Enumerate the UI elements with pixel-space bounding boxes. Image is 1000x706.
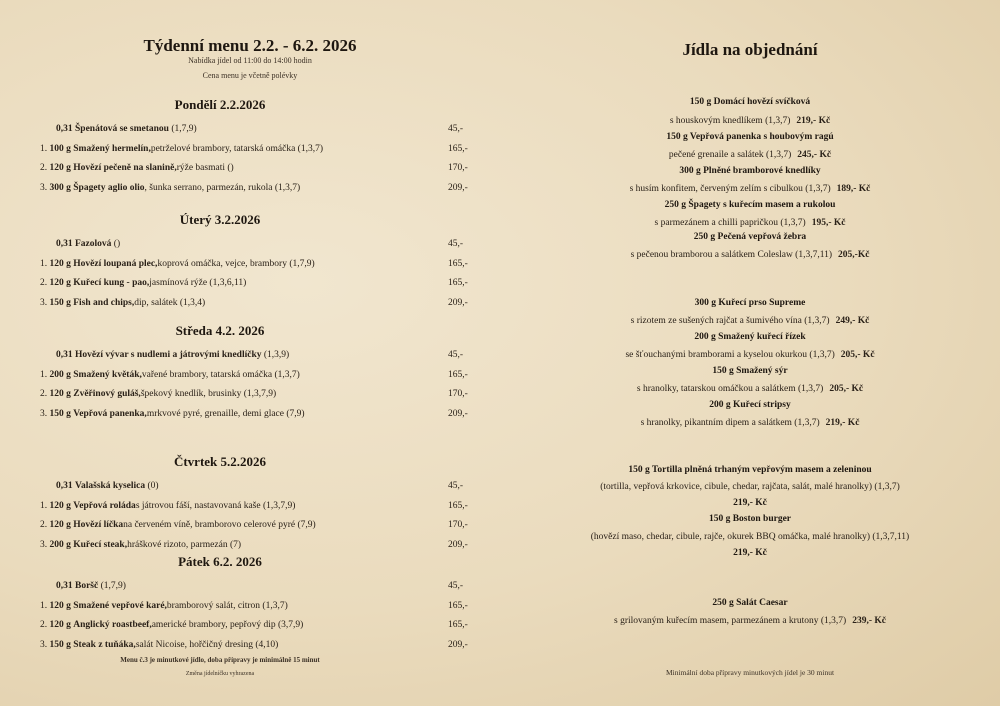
- order-item-title: [500, 298, 1000, 308]
- item-quantity: 200 g: [49, 369, 71, 380]
- item-number: 2.: [40, 389, 48, 399]
- order-item-title: [500, 498, 1000, 508]
- menu-item-row: [40, 640, 278, 650]
- item-number: 3.: [40, 408, 48, 419]
- order-line-text: pečené grenaile a salátek (1,3,7): [668, 150, 792, 160]
- item-name: Zvěřinový guláš,: [73, 389, 141, 399]
- order-item-title: [500, 366, 1000, 376]
- item-price: 209,-: [448, 182, 468, 193]
- item-allergens: (1,7,9): [171, 124, 197, 134]
- order-item-price: 189,- Kč: [836, 184, 871, 194]
- item-allergens: (1,3,4): [179, 297, 206, 308]
- order-item-title: [500, 232, 1000, 242]
- order-menu-page: [500, 0, 1000, 706]
- menu-item-row: [40, 520, 316, 530]
- order-line-text: 300 g Plněné bramborové knedlíky: [679, 166, 821, 176]
- order-line-text: 150 g Smažený sýr: [712, 366, 788, 376]
- item-number: 1.: [40, 369, 48, 380]
- order-line-text: s hranolky, pikantním dipem a salátkem (1,3,7): [640, 418, 820, 428]
- order-item-title: [500, 548, 1000, 558]
- item-allergens: (1,3,7): [274, 182, 301, 193]
- order-line-text: s rizotem ze sušených rajčat a šumivého vína (1,3,7): [630, 316, 830, 326]
- item-price: 170,-: [448, 520, 468, 530]
- item-name: Fish and chips,: [73, 297, 135, 308]
- item-description: špekový knedlík, brusinky: [140, 389, 242, 399]
- item-number: 3.: [40, 297, 48, 308]
- item-price: 45,-: [448, 124, 464, 134]
- order-line-text: 200 g Smažený kuřecí řízek: [694, 332, 806, 342]
- item-name: Smažené vepřové karé,: [73, 600, 167, 611]
- order-line-text: s husím konfitem, červeným zelím s cibulkou (1,3,7): [629, 184, 831, 194]
- order-item-price: 205,- Kč: [829, 384, 864, 394]
- item-name: Steak z tuňáka,: [73, 639, 136, 650]
- item-description: hráškové rizoto, parmezán: [127, 539, 228, 550]
- order-item-description: [500, 116, 1000, 126]
- item-quantity: 150 g: [49, 639, 71, 650]
- soup-row: [56, 481, 159, 491]
- item-name: Hovězí líčka: [73, 520, 124, 530]
- item-quantity: 0,31: [56, 581, 73, 591]
- item-number: 2.: [40, 620, 48, 630]
- order-line-text: 150 g Vepřová panenka s houbovým ragú: [666, 132, 834, 142]
- order-line-text: s grilovaným kuřecím masem, parmezánem a krutony (1,3,7): [614, 616, 847, 626]
- order-item-description: [500, 384, 1000, 394]
- soup-row: [56, 124, 197, 134]
- order-item-description: [500, 532, 1000, 542]
- item-description: mrkvové pyré, grenaille, demi glace: [146, 408, 284, 419]
- menu-item-row: [40, 370, 300, 380]
- menu-item-row: [40, 501, 295, 511]
- item-allergens: (): [227, 163, 234, 173]
- item-price: 165,-: [448, 278, 468, 288]
- menu-item-row: [40, 278, 246, 288]
- item-price: 209,-: [448, 408, 468, 419]
- weekly-title: Týdenní menu 2.2. - 6.2. 2026: [143, 36, 357, 55]
- order-item-description: [500, 150, 1000, 160]
- order-item-description: [500, 218, 1000, 228]
- soup-row: [56, 239, 120, 249]
- item-price: 165,-: [448, 620, 468, 630]
- item-price: 45,-: [448, 481, 464, 491]
- item-description: salát Nicoise, hořčičný dresing: [135, 639, 253, 650]
- order-line-text: (tortilla, vepřová krkovice, cibule, chedar, rajčata, salát, malé hranolky) (1,3,7): [600, 482, 900, 492]
- item-quantity: 0,31: [56, 239, 73, 249]
- soup-row: [56, 350, 289, 360]
- item-quantity: 120 g: [49, 600, 71, 611]
- item-description: dip, salátek: [134, 297, 178, 308]
- item-quantity: 0,31: [56, 350, 73, 360]
- item-description: americké brambory, pepřový dip: [151, 620, 276, 630]
- order-item-title: [500, 598, 1000, 608]
- order-item-title: [500, 132, 1000, 142]
- item-allergens: (1,3,7,9): [262, 500, 296, 511]
- item-number: 2.: [40, 163, 48, 173]
- item-name: Vepřová panenka,: [73, 408, 147, 419]
- item-allergens: (1,3,7,9): [243, 389, 277, 399]
- day-heading: Úterý 3.2.2026: [179, 212, 261, 227]
- item-quantity: 120 g: [49, 389, 71, 399]
- item-description: bramborový salát, citron: [166, 600, 261, 611]
- item-name: Boršč: [75, 581, 99, 591]
- order-line-text: 150 g Domácí hovězí svíčková: [689, 97, 811, 107]
- order-item-title: [500, 97, 1000, 107]
- item-name: Špagety aglio olio: [73, 182, 145, 193]
- item-allergens: (7): [229, 539, 242, 550]
- item-name: Hovězí pečeně na slanině,: [73, 163, 177, 173]
- day-heading: Pátek 6.2. 2026: [178, 554, 262, 569]
- order-line-text: 200 g Kuřecí stripsy: [709, 400, 791, 410]
- order-line-text: 219,- Kč: [733, 498, 767, 508]
- item-quantity: 150 g: [49, 408, 71, 419]
- item-name: Smažený hermelín,: [73, 143, 151, 154]
- menu-item-row: [40, 409, 305, 419]
- item-allergens: (1,3,7): [297, 143, 323, 154]
- item-price: 165,-: [448, 369, 468, 380]
- item-number: 1.: [40, 143, 48, 154]
- item-allergens: (7,9): [297, 520, 316, 530]
- item-allergens: (1,3,7): [262, 600, 288, 611]
- order-item-title: [500, 514, 1000, 524]
- order-line-text: 250 g Špagety s kuřecím masem a rukolou: [664, 200, 836, 210]
- item-number: 1.: [40, 500, 48, 511]
- item-price: 165,-: [448, 143, 468, 154]
- order-item-price: 205,-Kč: [838, 250, 870, 260]
- hours-note: Nabídka jídel od 11:00 do 14:00 hodin: [188, 56, 312, 65]
- orders-title: Jídla na objednání: [682, 40, 818, 59]
- item-name: Špenátová se smetanou: [75, 124, 169, 134]
- item-price: 209,-: [448, 539, 468, 550]
- item-price: 165,-: [448, 258, 468, 269]
- orders-footer-note: Minimální doba přípravy minutkových jídel je 30 minut: [665, 668, 835, 677]
- item-price: 170,-: [448, 163, 468, 173]
- order-item-title: [500, 465, 1000, 475]
- order-item-price: 245,- Kč: [797, 150, 832, 160]
- item-price: 170,-: [448, 389, 468, 399]
- menu-item-row: [40, 601, 288, 611]
- item-description: s játrovou fáší, nastavovaná kaše: [135, 500, 261, 511]
- menu-item-row: [40, 620, 303, 630]
- item-description: , šunka serrano, parmezán, rukola: [144, 182, 273, 193]
- item-name: Vepřová roláda: [73, 500, 136, 511]
- order-line-text: s hranolky, tatarskou omáčkou a salátkem (1,3,7): [636, 384, 824, 394]
- order-line-text: 250 g Salát Caesar: [712, 598, 788, 608]
- item-name: Kuřecí steak,: [73, 539, 128, 550]
- order-item-price: 239,- Kč: [852, 616, 886, 626]
- item-allergens: (1,3,7): [274, 369, 300, 380]
- order-item-description: [500, 482, 1000, 492]
- order-line-text: 250 g Pečená vepřová žebra: [693, 232, 807, 242]
- item-name: Valašská kyselica: [75, 481, 146, 491]
- item-number: 1.: [40, 258, 48, 269]
- item-quantity: 300 g: [49, 182, 71, 193]
- item-description: na červeném víně, bramborovo celerové pyré: [123, 520, 296, 530]
- order-item-price: 219,- Kč: [825, 418, 860, 428]
- order-line-text: 219,- Kč: [733, 548, 767, 558]
- item-allergens: (1,7,9): [100, 581, 126, 591]
- day-heading: Čtvrtek 5.2.2026: [173, 454, 267, 469]
- item-number: 3.: [40, 539, 48, 550]
- order-line-text: 300 g Kuřecí prso Supreme: [694, 298, 806, 308]
- order-item-price: 219,- Kč: [796, 116, 831, 126]
- menu-item-row: [40, 259, 315, 269]
- order-line-text: 150 g Tortilla plněná trhaným vepřovým masem a zeleninou: [628, 465, 872, 475]
- item-quantity: 120 g: [49, 278, 71, 288]
- item-allergens: (7,9): [286, 408, 305, 419]
- order-item-price: 195,- Kč: [811, 218, 846, 228]
- order-line-text: se šťouchanými bramborami a kyselou okurkou (1,3,7): [625, 350, 835, 360]
- item-name: Kuřecí kung - pao,: [73, 278, 150, 288]
- item-price: 45,-: [448, 581, 464, 591]
- footer-note-change: Změna jídelníčku vyhrazena: [185, 671, 255, 677]
- item-quantity: 100 g: [49, 143, 71, 154]
- item-quantity: 200 g: [49, 539, 71, 550]
- menu-item-row: [40, 183, 300, 193]
- order-item-title: [500, 332, 1000, 342]
- day-heading: Pondělí 2.2.2026: [174, 97, 266, 112]
- item-number: 3.: [40, 639, 48, 650]
- item-description: jasmínová rýže: [149, 278, 208, 288]
- item-description: vařené brambory, tatarská omáčka: [141, 369, 273, 380]
- menu-item-row: [40, 540, 241, 550]
- order-line-text: (hovězí maso, chedar, cibule, rajče, okurek BBQ omáčka, malé hranolky) (1,3,7,11): [590, 532, 910, 542]
- item-allergens: (): [113, 239, 121, 249]
- order-line-text: s pečenou bramborou a salátkem Coleslaw (1,3,7,11): [630, 250, 833, 260]
- order-item-description: [500, 250, 1000, 260]
- item-price: 45,-: [448, 239, 464, 249]
- item-quantity: 120 g: [49, 500, 71, 511]
- order-line-text: s parmezánem a chilli papričkou (1,3,7): [654, 218, 806, 228]
- item-quantity: 150 g: [49, 297, 71, 308]
- item-quantity: 0,31: [56, 481, 73, 491]
- footer-note-quick: Menu č.3 je minutkové jídlo, doba přípravy je minimálně 15 minut: [120, 656, 320, 664]
- item-quantity: 120 g: [49, 258, 71, 269]
- order-item-description: [500, 184, 1000, 194]
- item-name: Fazolová: [75, 239, 112, 249]
- item-price: 45,-: [448, 350, 464, 360]
- order-item-description: [500, 418, 1000, 428]
- item-name: Hovězí loupaná plec,: [73, 258, 158, 269]
- order-item-title: [500, 200, 1000, 210]
- order-line-text: s houskovým knedlíkem (1,3,7): [669, 116, 791, 126]
- item-quantity: 120 g: [49, 520, 71, 530]
- order-item-description: [500, 316, 1000, 326]
- order-item-price: 205,- Kč: [840, 350, 875, 360]
- item-description: koprová omáčka, vejce, brambory: [157, 258, 287, 269]
- order-item-title: [500, 400, 1000, 410]
- item-price: 165,-: [448, 600, 468, 611]
- day-heading: Středa 4.2. 2026: [175, 323, 265, 338]
- item-quantity: 120 g: [49, 163, 71, 173]
- item-allergens: (4,10): [255, 639, 279, 650]
- menu-item-row: [40, 144, 323, 154]
- item-allergens: (3,7,9): [278, 620, 304, 630]
- soup-price-note: Cena menu je včetně polévky: [202, 71, 298, 80]
- item-price: 209,-: [448, 639, 468, 650]
- item-number: 2.: [40, 520, 48, 530]
- order-item-description: [500, 350, 1000, 360]
- order-line-text: 150 g Boston burger: [708, 514, 792, 524]
- item-allergens: (1,7,9): [289, 258, 315, 269]
- item-number: 2.: [40, 278, 48, 288]
- item-description: petrželové brambory, tatarská omáčka: [150, 143, 296, 154]
- order-item-title: [500, 166, 1000, 176]
- item-allergens: (1,3,6,11): [209, 278, 247, 288]
- item-price: 209,-: [448, 297, 468, 308]
- item-quantity: 0,31: [56, 124, 73, 134]
- item-number: 1.: [40, 600, 48, 611]
- item-name: Anglický roastbeef,: [73, 620, 152, 630]
- order-item-description: [500, 616, 1000, 626]
- menu-item-row: [40, 389, 276, 399]
- item-name: Hovězí vývar s nudlemi a játrovými knedlíčky: [75, 350, 262, 360]
- order-item-price: 249,- Kč: [835, 316, 870, 326]
- menu-item-row: [40, 163, 234, 173]
- item-price: 165,-: [448, 500, 468, 511]
- item-allergens: (1,3,9): [263, 350, 290, 360]
- item-quantity: 120 g: [49, 620, 71, 630]
- item-allergens: (0): [147, 481, 159, 491]
- item-description: rýže basmati: [176, 163, 225, 173]
- item-number: 3.: [40, 182, 48, 193]
- menu-item-row: [40, 298, 205, 308]
- soup-row: [56, 581, 126, 591]
- item-name: Smažený květák,: [73, 369, 142, 380]
